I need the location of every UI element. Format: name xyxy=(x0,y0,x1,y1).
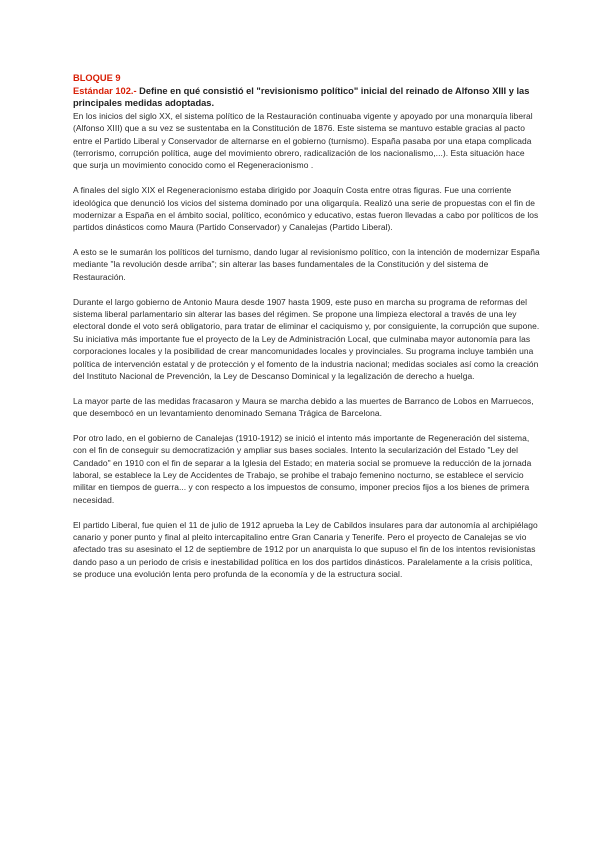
standard-label: Estándar 102.- xyxy=(73,85,137,96)
paragraph-revisionismo: A esto se le sumarán los políticos del turnismo, dando lugar al revisionismo político, con la intención de modernizar España mediante "la revolución desde arriba"; sin alterar las bases fundamentales de la Constitución y del sistema de Restauración. xyxy=(73,247,540,282)
standard-question: Define en qué consistió el "revisionismo político" inicial del reinado de Alfonso XIII y las principales medidas adoptadas. xyxy=(73,85,530,109)
block-title: BLOQUE 9 xyxy=(73,73,121,83)
paragraph-fracaso-maura: La mayor parte de las medidas fracasaron y Maura se marcha debido a las muertes de Barranco de Lobos en Marruecos, que desembocó en un levantamiento denominado Semana Trágica de Barcelona. xyxy=(73,395,534,419)
paragraph-canalejas: Por otro lado, en el gobierno de Canalejas (1910-1912) se inició el intento más importante de Regeneración del sistema, con el fin de conseguir su democratización y ampliar sus bases sociales. Intento la secularización del Estado "Ley del Candado" en 1910 con el fin de separar a la Iglesia del Estado; en materia social se promueve la reducción de la jornada laboral, se establece la Ley de Accidentes de Trabajo, se prohibe el trabajo femenino nocturno, se establece el servicio militar en tiempos de guerra... y con respecto a los impuestos de consumo, imponer precios fijos a los bienes de primera necesidad. xyxy=(73,432,532,505)
standard-heading xyxy=(73,85,540,110)
paragraph-maura: Durante el largo gobierno de Antonio Maura desde 1907 hasta 1909, este puso en marcha su programa de reformas del sistema liberal parlamentario sin alterar las bases del régimen. Se propone una limpieza electoral a través de una ley electoral donde el voto será obligatorio, para tratar de eliminar el caciquismo y, por consiguiente, la corrupción que supone. Su iniciativa más importante fue el proyecto de la Ley de Administración Local, que culminaba mayor autonomía para las corporaciones locales y la posibilidad de crear mancomunidades locales y provinciales. Su programa incluye también una política de intervención estatal y de protección y el fomento de la industria nacional; medidas sociales así como la creación del Instituto Nacional de Prevención, la Ley de Descanso Dominical y la legalización de derecho a huelga. xyxy=(73,296,540,381)
paragraph-regeneracionismo: A finales del siglo XIX el Regeneracionismo estaba dirigido por Joaquín Costa entre otras figuras. Fue una corriente ideológica que denunció los vicios del sistema dominado por una oligarquía. Realizó una serie de propuestas con el fin de modernizar a España en el ámbito social, político, económico y educativo, estas fueron llevadas a cabo por políticos de los partidos dinásticos como Maura (Partido Conservador) y Canalejas (Partido Liberal). xyxy=(73,185,539,233)
paragraph-partido-liberal: El partido Liberal, fue quien el 11 de julio de 1912 aprueba la Ley de Cabildos insulares para dar autonomía al archipiélago canario y poner punto y final al pleito intercapitalino entre Gran Canaria y Tenerife. Pero el proyecto de Canalejas se vio afectado tras su asesinato el 12 de septiembre de 1912 por un anarquista lo que supuso el fin de los intentos revisionistas dando paso a un periodo de crisis e inestabilidad política en los dos partidos dinásticos. Paralelamente a la crisis política, se produce una evolución lenta pero profunda de la economía y de la estructura social. xyxy=(73,519,538,580)
paragraph-restauracion: En los inicios del siglo XX, el sistema político de la Restauración continuaba vigente y apoyado por una monarquía liberal (Alfonso XIII) que a su vez se sustentaba en la Constitución de 1876. Este sistema se mantuvo estable gracias al pacto entre el Partido Liberal y Conservador de alternarse en el gobierno (turnismo). España pasaba por una etapa complicada (terrorismo, corrupción política, auge del movimiento obrero, radicalización de los nacionalismo,...). Esta situación hace que surja un movimiento conocido como el Regeneracionismo . xyxy=(73,110,533,171)
